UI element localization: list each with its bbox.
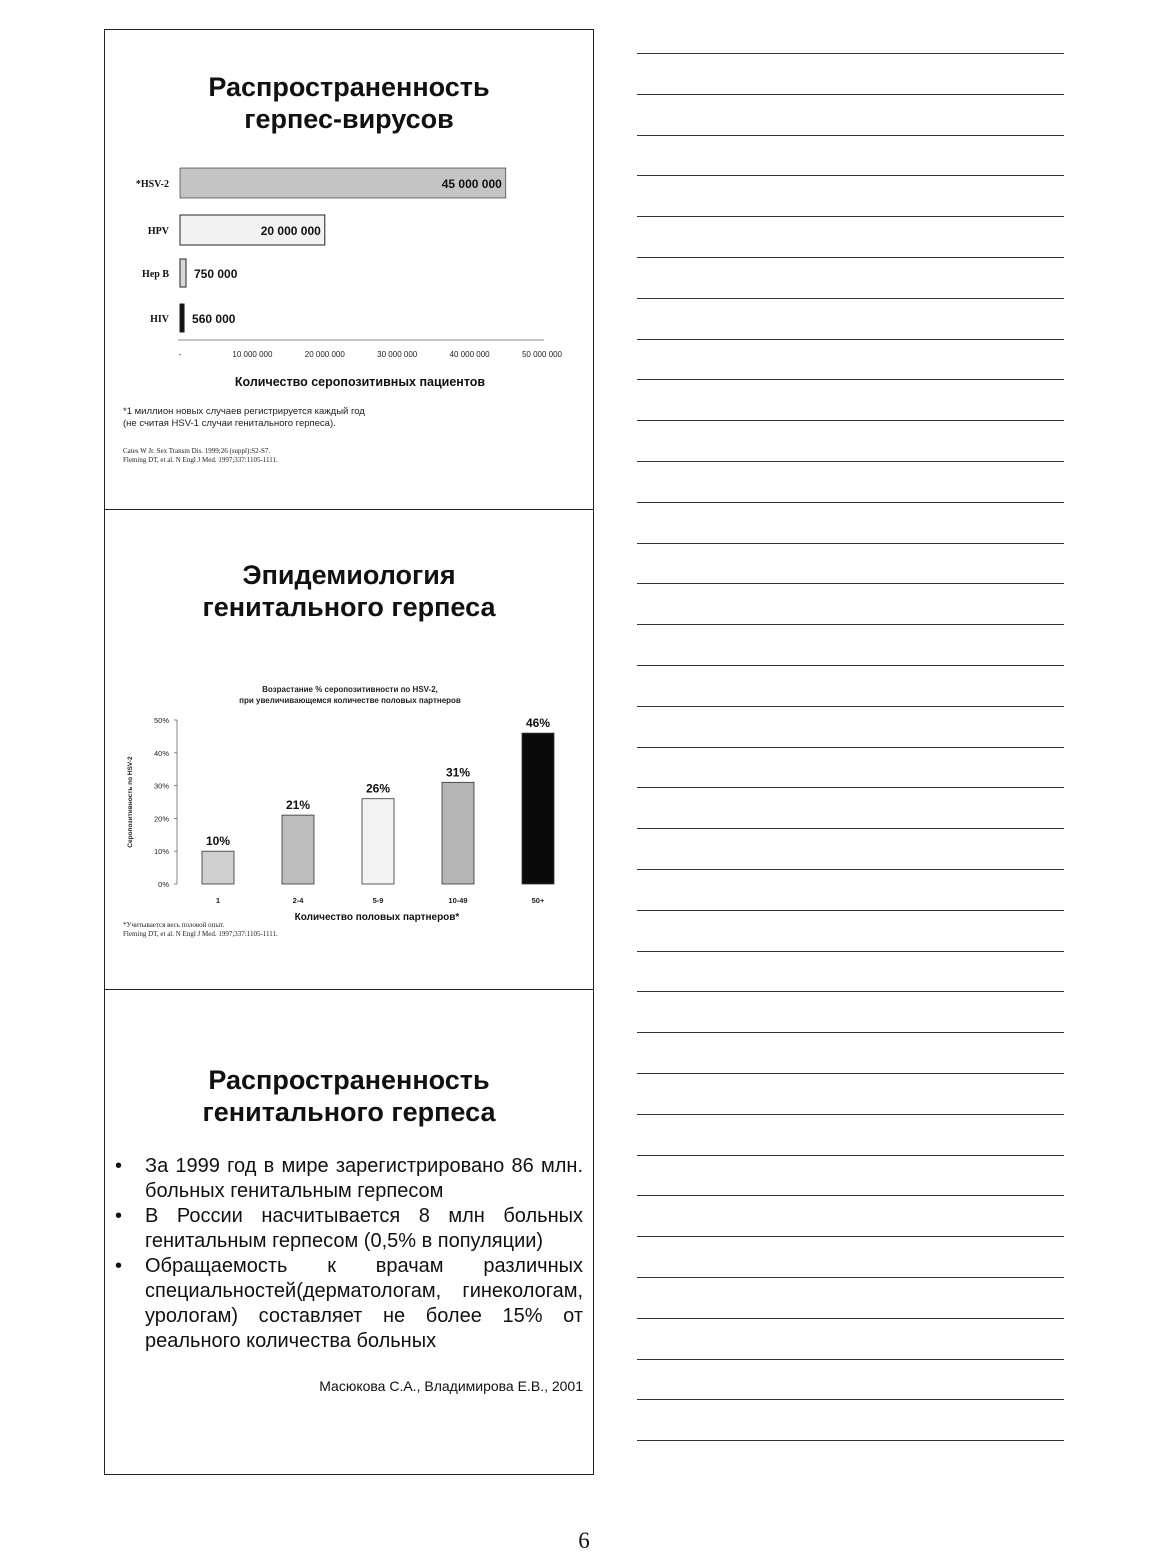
x-tick-label: 5-9 bbox=[372, 896, 384, 905]
note-line bbox=[637, 1359, 1064, 1360]
note-line bbox=[637, 583, 1064, 584]
x-axis-title: Количество половых партнеров* bbox=[294, 912, 460, 923]
value-label: 21% bbox=[285, 798, 311, 813]
slide3-title-line1: Распространенность bbox=[208, 1065, 490, 1095]
note-line bbox=[637, 828, 1064, 829]
slide1-title-line2: герпес-вирусов bbox=[244, 104, 454, 134]
prevalence-bar-chart bbox=[105, 30, 592, 509]
note-line bbox=[637, 1440, 1064, 1441]
note-line bbox=[637, 135, 1064, 136]
category-label: HPV bbox=[147, 226, 169, 237]
note-line bbox=[637, 1195, 1064, 1196]
slide3-bullet-list bbox=[115, 1154, 583, 1354]
y-tick-label: 10% bbox=[153, 847, 169, 857]
bar bbox=[180, 304, 184, 332]
y-tick-label: 20% bbox=[153, 814, 169, 824]
value-label: 26% bbox=[365, 781, 391, 796]
note-line bbox=[637, 1236, 1064, 1237]
x-tick-label: 1 bbox=[215, 896, 221, 905]
note-line bbox=[637, 216, 1064, 217]
x-axis-title: Количество серопозитивных пациентов bbox=[234, 375, 486, 389]
note-line bbox=[637, 665, 1064, 666]
note-line bbox=[637, 379, 1064, 380]
bullet-item bbox=[115, 1154, 583, 1204]
bullet-item bbox=[115, 1204, 583, 1254]
note-line bbox=[637, 257, 1064, 258]
value-label: 10% bbox=[205, 834, 231, 849]
note-line bbox=[637, 869, 1064, 870]
note-line bbox=[637, 910, 1064, 911]
category-label: Hep B bbox=[142, 269, 169, 280]
bullet-text: Обращаемость к врачам различных специальностей(дерматологам, гинекологам, урологам) составляет не более 15% от реального количества больных bbox=[145, 1255, 583, 1352]
slide1-footnote-line2: (не считая HSV-1 случаи генитального герпеса). bbox=[123, 418, 336, 429]
bullet-text: В России насчитывается 8 млн больных генитальным герпесом (0,5% в популяции) bbox=[145, 1205, 583, 1252]
slide1-footnote-line1: *1 миллион новых случаев регистрируется каждый год bbox=[123, 406, 365, 417]
bar bbox=[282, 815, 314, 884]
slide2-title-line1: Эпидемиология bbox=[242, 560, 456, 590]
note-line bbox=[637, 94, 1064, 95]
note-line bbox=[637, 1399, 1064, 1400]
page-number: 6 bbox=[578, 1528, 590, 1553]
x-tick-label: 30 000 000 bbox=[377, 350, 418, 359]
bullet-icon: • bbox=[115, 1155, 123, 1177]
note-line bbox=[637, 1114, 1064, 1115]
value-label: 31% bbox=[445, 765, 471, 780]
x-tick-label: 50 000 000 bbox=[521, 350, 563, 359]
category-label: HIV bbox=[150, 314, 169, 325]
value-label: 750 000 bbox=[194, 267, 238, 281]
y-tick-label: 30% bbox=[153, 781, 169, 791]
value-label: 560 000 bbox=[192, 312, 236, 326]
bullet-icon: • bbox=[115, 1255, 123, 1277]
note-line bbox=[637, 339, 1064, 340]
bullet-icon: • bbox=[115, 1205, 123, 1227]
slide-genital-herpes-epidemiology bbox=[105, 509, 593, 989]
slide3-title-line2: генитального герпеса bbox=[202, 1097, 496, 1127]
bar bbox=[522, 733, 554, 884]
bar bbox=[202, 851, 234, 884]
x-tick-label: 10-49 bbox=[448, 896, 468, 905]
slide2-footnote: *Учитывается весь половой опыт. bbox=[123, 921, 225, 929]
category-label: *HSV-2 bbox=[135, 179, 169, 190]
note-line bbox=[637, 53, 1064, 54]
note-line bbox=[637, 420, 1064, 421]
note-line bbox=[637, 543, 1064, 544]
x-tick-label: 2-4 bbox=[292, 896, 304, 905]
bar bbox=[180, 259, 186, 287]
x-tick-label: 50+ bbox=[531, 896, 545, 905]
value-label: 20 000 000 bbox=[260, 224, 321, 238]
x-tick-label: 40 000 000 bbox=[449, 350, 490, 359]
note-line bbox=[637, 1277, 1064, 1278]
note-line bbox=[637, 951, 1064, 952]
y-tick-label: 50% bbox=[153, 716, 169, 725]
x-tick-label: 10 000 000 bbox=[232, 350, 273, 359]
slides-column bbox=[104, 29, 594, 1475]
y-axis-title: Серопозитивность по HSV-2 bbox=[127, 756, 134, 848]
slide3-title bbox=[105, 1064, 593, 1128]
note-line bbox=[637, 298, 1064, 299]
chart-title-line1: Возрастание % серопозитивности по HSV-2, bbox=[262, 685, 438, 694]
value-label: 45 000 000 bbox=[441, 177, 502, 191]
slide1-reference-2: Fleming DT, et al. N Engl J Med. 1997;337:1105-1111. bbox=[123, 456, 278, 464]
seropositivity-bar-chart bbox=[105, 510, 592, 990]
slide2-reference: Fleming DT, et al. N Engl J Med. 1997;337:1105-1111. bbox=[123, 930, 278, 938]
note-line bbox=[637, 1032, 1064, 1033]
slide1-references bbox=[123, 447, 278, 465]
slide2-title-line2: генитального герпеса bbox=[202, 592, 496, 622]
bullet-item bbox=[115, 1254, 583, 1354]
chart-title-line2: при увеличивающемся количестве половых партнеров bbox=[239, 696, 461, 705]
note-line bbox=[637, 502, 1064, 503]
note-line bbox=[637, 1155, 1064, 1156]
note-line bbox=[637, 175, 1064, 176]
note-lines-area bbox=[637, 0, 1064, 1567]
slide2-notes bbox=[123, 921, 278, 939]
slide1-reference-1: Cates W Jr. Sex Transm Dis. 1999;26 (suppl):S2-S7. bbox=[123, 447, 271, 455]
slide3-author-citation: Масюкова С.А., Владимирова Е.В., 2001 bbox=[319, 1378, 583, 1394]
bullet-text: За 1999 год в мире зарегистрировано 86 млн. больных генитальным герпесом bbox=[145, 1155, 583, 1202]
y-tick-label: 0% bbox=[158, 880, 169, 889]
note-line bbox=[637, 1073, 1064, 1074]
bar bbox=[362, 799, 394, 884]
x-tick-label: 20 000 000 bbox=[304, 350, 345, 359]
value-label: 46% bbox=[525, 716, 551, 731]
slide1-title-line1: Распространенность bbox=[208, 72, 490, 102]
slide-herpes-prevalence bbox=[105, 30, 593, 509]
y-tick-label: 40% bbox=[153, 748, 169, 758]
x-tick-label: - bbox=[178, 350, 182, 359]
note-line bbox=[637, 1318, 1064, 1319]
note-line bbox=[637, 461, 1064, 462]
slide-genital-herpes-prevalence bbox=[105, 989, 593, 1474]
note-line bbox=[637, 706, 1064, 707]
slide1-footnote bbox=[123, 406, 365, 430]
bar bbox=[442, 782, 474, 884]
note-line bbox=[637, 787, 1064, 788]
note-line bbox=[637, 991, 1064, 992]
note-line bbox=[637, 747, 1064, 748]
note-line bbox=[637, 624, 1064, 625]
